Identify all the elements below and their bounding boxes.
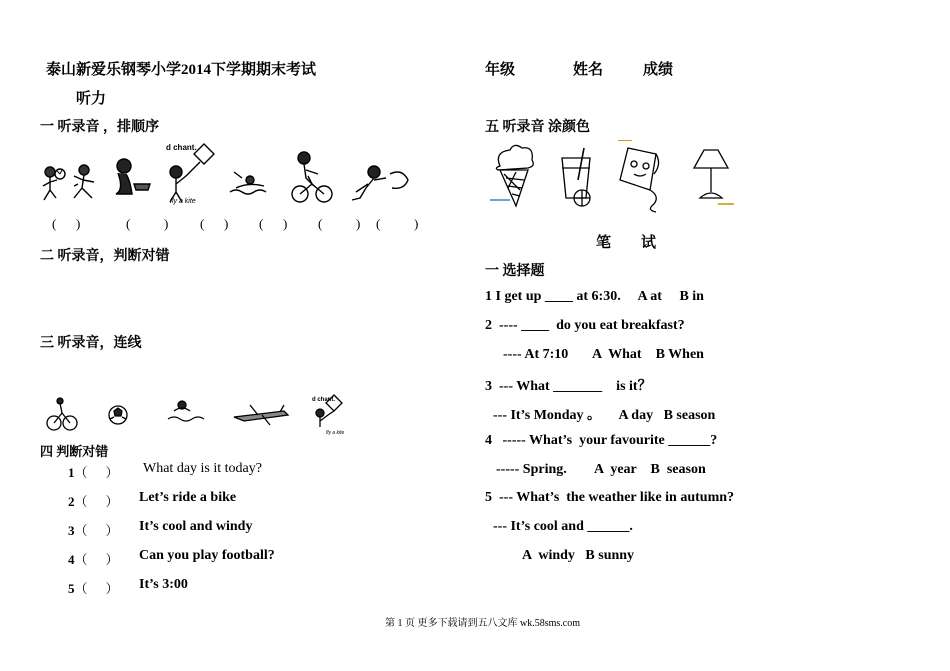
swimming-kid-icon (230, 172, 266, 194)
question-line: 4 ----- What’s your favourite ______? (485, 433, 718, 448)
section-5-heading: 五 听录音 涂颜色 (485, 120, 590, 135)
matching-pictures (44, 393, 354, 437)
question-line: ----- Spring. A year B season (496, 462, 706, 477)
list-item: 3（ ） (68, 523, 119, 538)
section-1-heading: 一 听录音 ，排顺序 (40, 120, 159, 135)
kite-picture-icon (620, 148, 659, 212)
bike-icon (47, 398, 77, 430)
football-icon (109, 406, 127, 424)
list-item: 5（ ） (68, 581, 119, 596)
juice-glass-icon (562, 148, 590, 206)
section-3-heading: 三 听录音，连线 (40, 336, 142, 351)
exam-title: 泰山新爱乐钢琴小学2014下学期期末考试 (46, 62, 317, 78)
chant-label-2: d chant. (312, 397, 336, 403)
question-line: --- It’s cool and ______. (493, 519, 633, 534)
ice-cream-icon (496, 145, 533, 206)
scooter-kid-icon (352, 166, 408, 200)
judge-text-1: What day is it today? (143, 461, 262, 476)
question-line: 5 --- What’s the weather like in autumn? (485, 490, 735, 505)
judge-text-4: Can you play football? (139, 548, 275, 563)
lamp-icon (694, 150, 728, 198)
question-line: 2 ---- ____ do you eat breakfast? (485, 318, 685, 333)
judge-text-3: It’s cool and windy (139, 519, 253, 534)
section-4-heading: 四 判断对错 (40, 444, 109, 459)
cycling-kid-icon (292, 152, 332, 202)
list-item: 1（ ） (68, 465, 119, 480)
question-line: --- It’s Monday 。 A day B season (493, 408, 716, 423)
running-boy-icon (74, 165, 94, 198)
page-footer: 第 1 页 更多下载请到五八文库 wk.58sms.com (385, 618, 580, 629)
section-2-heading: 二 听录音，判断对错 (40, 249, 170, 264)
score-label: 成绩 (643, 62, 674, 78)
list-item: 4（ ） (68, 552, 119, 567)
question-line: 1 I get up ____ at 6:30. A at B in (485, 289, 704, 304)
name-label: 姓名 (573, 62, 604, 78)
airplane-icon (234, 405, 288, 425)
kite-label: fly a kite (170, 198, 196, 205)
choice-section-heading: 一 选择题 (485, 264, 545, 279)
list-item: 2（ ） (68, 494, 119, 509)
judge-text-5: It’s 3:00 (139, 577, 188, 592)
listening-heading: 听力 (76, 91, 107, 107)
coloring-pictures (486, 140, 746, 214)
chant-label: d chant. (166, 143, 197, 152)
reading-boy-icon (116, 159, 150, 194)
kite-label-2: fly a kite (326, 430, 345, 436)
question-line: 3 --- What _______ is it？ (485, 379, 652, 394)
sequence-pictures (38, 140, 428, 206)
question-line: A windy B sunny (522, 548, 635, 563)
grade-label: 年级 (485, 62, 516, 78)
kite-boy-icon (170, 144, 214, 202)
question-line: ---- At 7:10 A What B When (503, 347, 704, 362)
football-kid-icon (43, 167, 65, 200)
swimming-icon (168, 401, 204, 421)
written-test-heading: 笔 试 (596, 235, 657, 251)
judge-text-2: Let’s ride a bike (139, 490, 237, 505)
